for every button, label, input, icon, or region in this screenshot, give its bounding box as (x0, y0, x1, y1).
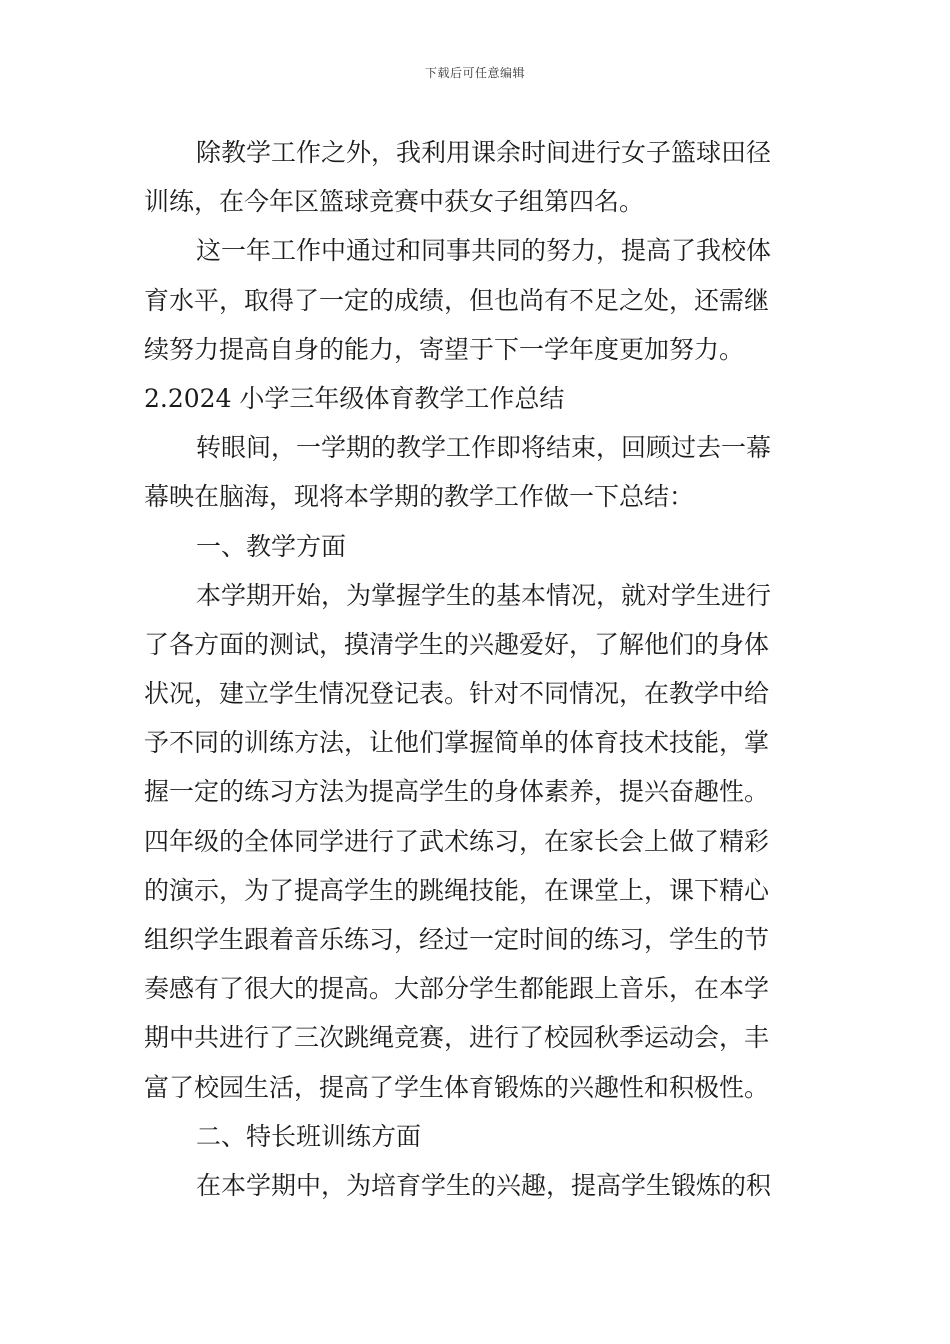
text-line: 转眼间，一学期的教学工作即将结束，回顾过去一幕 (196, 433, 772, 463)
text-line: 续努力提高自身的能力，寄望于下一学年度更加努力。 (144, 334, 745, 364)
text-line: 幕映在脑海，现将本学期的教学工作做一下总结： (144, 482, 695, 512)
page-header: 下载后可任意编辑 (424, 66, 525, 80)
text-line: 握一定的练习方法为提高学生的身体素养，提兴奋趣性。 (144, 777, 770, 807)
text-line: 予不同的训练方法，让他们掌握简单的体育技术技能，掌 (144, 728, 770, 758)
text-line: 富了校园生活，提高了学生体育锻炼的兴趣性和积极性。 (144, 1072, 770, 1102)
text-line: 奏感有了很大的提高。大部分学生都能跟上音乐，在本学 (144, 974, 770, 1004)
text-line: 本学期开始，为掌握学生的基本情况，就对学生进行 (196, 580, 772, 610)
text-line: 了各方面的测试，摸清学生的兴趣爱好，了解他们的身体 (144, 629, 770, 659)
document-body (144, 128, 808, 1210)
text-line: 除教学工作之外，我利用课余时间进行女子篮球田径 (196, 138, 772, 167)
text-line: 育水平，取得了一定的成绩，但也尚有不足之处，还需继 (144, 285, 770, 315)
text-line: 的演示，为了提高学生的跳绳技能，在课堂上，课下精心 (144, 875, 770, 905)
subsection-heading: 二、特长班训练方面 (196, 1121, 422, 1151)
text-line: 状况，建立学生情况登记表。针对不同情况，在教学中给 (144, 679, 770, 709)
text-line: 四年级的全体同学进行了武术练习，在家长会上做了精彩 (144, 826, 770, 856)
text-line: 期中共进行了三次跳绳竞赛，进行了校园秋季运动会，丰 (144, 1023, 770, 1053)
text-line: 在本学期中，为培育学生的兴趣，提高学生锻炼的积 (196, 1170, 772, 1200)
subsection-heading: 一、教学方面 (196, 531, 347, 561)
text-line: 训练，在今年区篮球竞赛中获女子组第四名。 (144, 187, 645, 217)
section-title: 2.2024 小学三年级体育教学工作总结 (144, 383, 565, 413)
text-line: 组织学生跟着音乐练习，经过一定时间的练习，学生的节 (144, 925, 770, 954)
text-line: 这一年工作中通过和同事共同的努力，提高了我校体 (196, 236, 772, 266)
